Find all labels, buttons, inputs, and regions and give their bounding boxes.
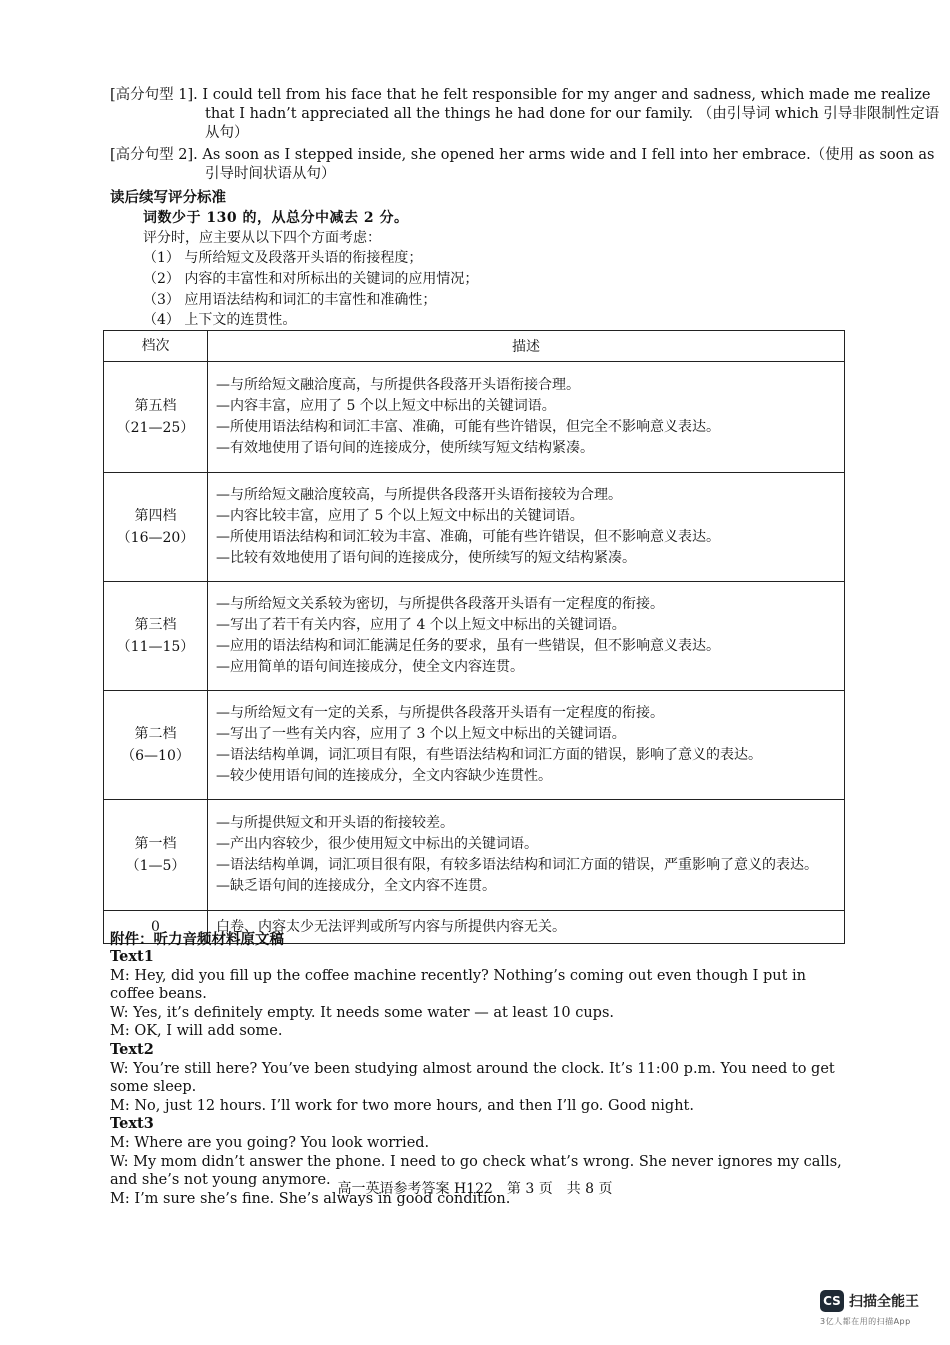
transcript-line: W: My mom didn’t answer the phone. I need to go check what’s wrong. She never ignores my calls, and she’s not young anymore. bbox=[110, 1153, 842, 1189]
high-score-text: I could tell from his face that he felt responsible for my anger and sadness, which made me realize that I hadn’t appreciated all the things he had done for our family. （由引导词 which 引导非限制性定语从句） bbox=[202, 87, 940, 141]
watermark-name: 扫描全能王 bbox=[849, 1294, 919, 1310]
description-cell bbox=[208, 582, 845, 691]
table-row bbox=[104, 473, 845, 582]
table-row bbox=[104, 800, 845, 911]
description-line: —所使用语法结构和词汇丰富、准确，可能有些许错误，但完全不影响意义表达。 bbox=[216, 419, 720, 435]
appendix-title: 附件：听力音频材料原文稿 bbox=[110, 931, 284, 948]
description-line: —内容丰富，应用了 5 个以上短文中标出的关键词语。 bbox=[216, 398, 556, 414]
level-cell bbox=[104, 800, 208, 911]
level-cell: 0 bbox=[104, 911, 208, 944]
level-name: 第五档 bbox=[134, 398, 177, 414]
scoring-title: 读后续写评分标准 bbox=[110, 189, 226, 206]
level-cell bbox=[104, 582, 208, 691]
high-score-tag: [高分句型 1]. bbox=[110, 87, 198, 103]
level-cell bbox=[104, 691, 208, 800]
criterion-item: （4） 上下文的连贯性。 bbox=[143, 312, 297, 328]
description-line: —较少使用语句间的连接成分，全文内容缺少连贯性。 bbox=[216, 768, 552, 784]
header-description: 描述 bbox=[208, 331, 845, 362]
description-line: —语法结构单调，词汇项目有限，有些语法结构和词汇方面的错误，影响了意义的表达。 bbox=[216, 747, 762, 763]
level-range: （6—10） bbox=[121, 748, 190, 764]
transcript-line: M: I’m sure she’s fine. She’s always in good condition. bbox=[110, 1190, 511, 1207]
description-line: —所使用语法结构和词汇较为丰富、准确，可能有些许错误，但不影响意义表达。 bbox=[216, 529, 720, 545]
word-count-penalty: 词数少于 130 的，从总分中减去 2 分。 bbox=[143, 210, 409, 226]
description-cell: 白卷、内容太少无法评判或所写内容与所提供内容无关。 bbox=[208, 911, 845, 944]
criterion-item: （3） 应用语法结构和词汇的丰富性和准确性； bbox=[143, 292, 437, 308]
description-line: —写出了一些有关内容，应用了 3 个以上短文中标出的关键词语。 bbox=[216, 726, 626, 742]
transcript-line: M: No, just 12 hours. I’ll work for two more hours, and then I’ll go. Good night. bbox=[110, 1097, 694, 1114]
transcript-line: M: OK, I will add some. bbox=[110, 1023, 283, 1040]
description-line: —与所给短文融洽度较高，与所提供各段落开头语衔接较为合理。 bbox=[216, 487, 622, 503]
table-row bbox=[104, 582, 845, 691]
transcript-line: M: Hey, did you fill up the coffee machine recently? Nothing’s coming out even though I put in coffee beans. bbox=[110, 967, 807, 1003]
level-range: （21—25） bbox=[116, 420, 195, 436]
table-header-row bbox=[104, 331, 845, 362]
transcript-label: Text3 bbox=[110, 1115, 154, 1133]
high-score-text: As soon as I stepped inside, she opened her arms wide and I fell into her embrace.（使用 as soon as 引导时间状语从句） bbox=[202, 147, 935, 182]
high-score-tag: [高分句型 2]. bbox=[110, 147, 198, 163]
criterion-item: （1） 与所给短文及段落开头语的衔接程度； bbox=[143, 250, 423, 266]
description-cell bbox=[208, 362, 845, 473]
description-line: —内容比较丰富，应用了 5 个以上短文中标出的关键词语。 bbox=[216, 508, 584, 524]
level-cell bbox=[104, 362, 208, 473]
level-name: 第二档 bbox=[134, 726, 177, 742]
description-line: —缺乏语句间的连接成分，全文内容不连贯。 bbox=[216, 878, 496, 894]
level-name: 第一档 bbox=[134, 836, 177, 852]
header-level: 档次 bbox=[104, 331, 208, 362]
transcript-line: W: You’re still here? You’ve been studying almost around the clock. It’s 11:00 p.m. You need to get some sleep. bbox=[110, 1060, 835, 1096]
transcript-label: Text2 bbox=[110, 1040, 154, 1058]
description-line: —产出内容较少，很少使用短文中标出的关键词语。 bbox=[216, 836, 538, 852]
description-line: —有效地使用了语句间的连接成分，使所续写短文结构紧凑。 bbox=[216, 440, 594, 456]
transcript-block bbox=[110, 948, 850, 1208]
level-name: 第四档 bbox=[134, 508, 177, 524]
description-line: —与所给短文关系较为密切，与所提供各段落开头语有一定程度的衔接。 bbox=[216, 596, 664, 612]
scoring-rubric-table bbox=[103, 330, 845, 944]
transcript-line: W: Yes, it’s definitely empty. It needs some water — at least 10 cups. bbox=[110, 1004, 614, 1021]
level-cell bbox=[104, 473, 208, 582]
description-cell bbox=[208, 691, 845, 800]
level-range: （16—20） bbox=[116, 530, 195, 546]
description-line: —与所给短文融洽度高，与所提供各段落开头语衔接合理。 bbox=[216, 377, 580, 393]
level-name: 第三档 bbox=[134, 617, 177, 633]
description-cell bbox=[208, 473, 845, 582]
transcript-line: M: Where are you going? You look worried. bbox=[110, 1134, 430, 1151]
transcript-label: Text1 bbox=[110, 948, 154, 965]
description-line: —与所给短文有一定的关系，与所提供各段落开头语有一定程度的衔接。 bbox=[216, 705, 664, 721]
scanner-watermark bbox=[820, 1290, 935, 1330]
level-range: （11—15） bbox=[116, 639, 195, 655]
description-line: —应用的语法结构和词汇能满足任务的要求，虽有一些错误，但不影响意义表达。 bbox=[216, 638, 720, 654]
description-line: —语法结构单调，词汇项目很有限，有较多语法结构和词汇方面的错误，严重影响了意义的表达。 bbox=[216, 857, 818, 873]
watermark-tagline: 3亿人都在用的扫描App bbox=[820, 1317, 911, 1326]
camscanner-logo-icon: CS bbox=[820, 1290, 844, 1312]
description-cell bbox=[208, 800, 845, 911]
description-line: —与所提供短文和开头语的衔接较差。 bbox=[216, 815, 454, 831]
level-range: （1—5） bbox=[125, 858, 186, 874]
description-line: —比较有效地使用了语句间的连接成分，使所续写的短文结构紧凑。 bbox=[216, 550, 636, 566]
description-line: —写出了若干有关内容，应用了 4 个以上短文中标出的关键词语。 bbox=[216, 617, 626, 633]
high-score-sentence-1 bbox=[110, 86, 945, 143]
scoring-intro: 评分时，应主要从以下四个方面考虑： bbox=[143, 230, 381, 246]
table-row bbox=[104, 691, 845, 800]
table-row bbox=[104, 362, 845, 473]
criterion-item: （2） 内容的丰富性和对所标出的关键词的应用情况； bbox=[143, 271, 479, 287]
description-line: —应用简单的语句间连接成分，使全文内容连贯。 bbox=[216, 659, 524, 675]
page-footer: 高一英语参考答案 H122 第 3 页 共 8 页 bbox=[337, 1181, 613, 1197]
high-score-sentence-2 bbox=[110, 146, 945, 184]
